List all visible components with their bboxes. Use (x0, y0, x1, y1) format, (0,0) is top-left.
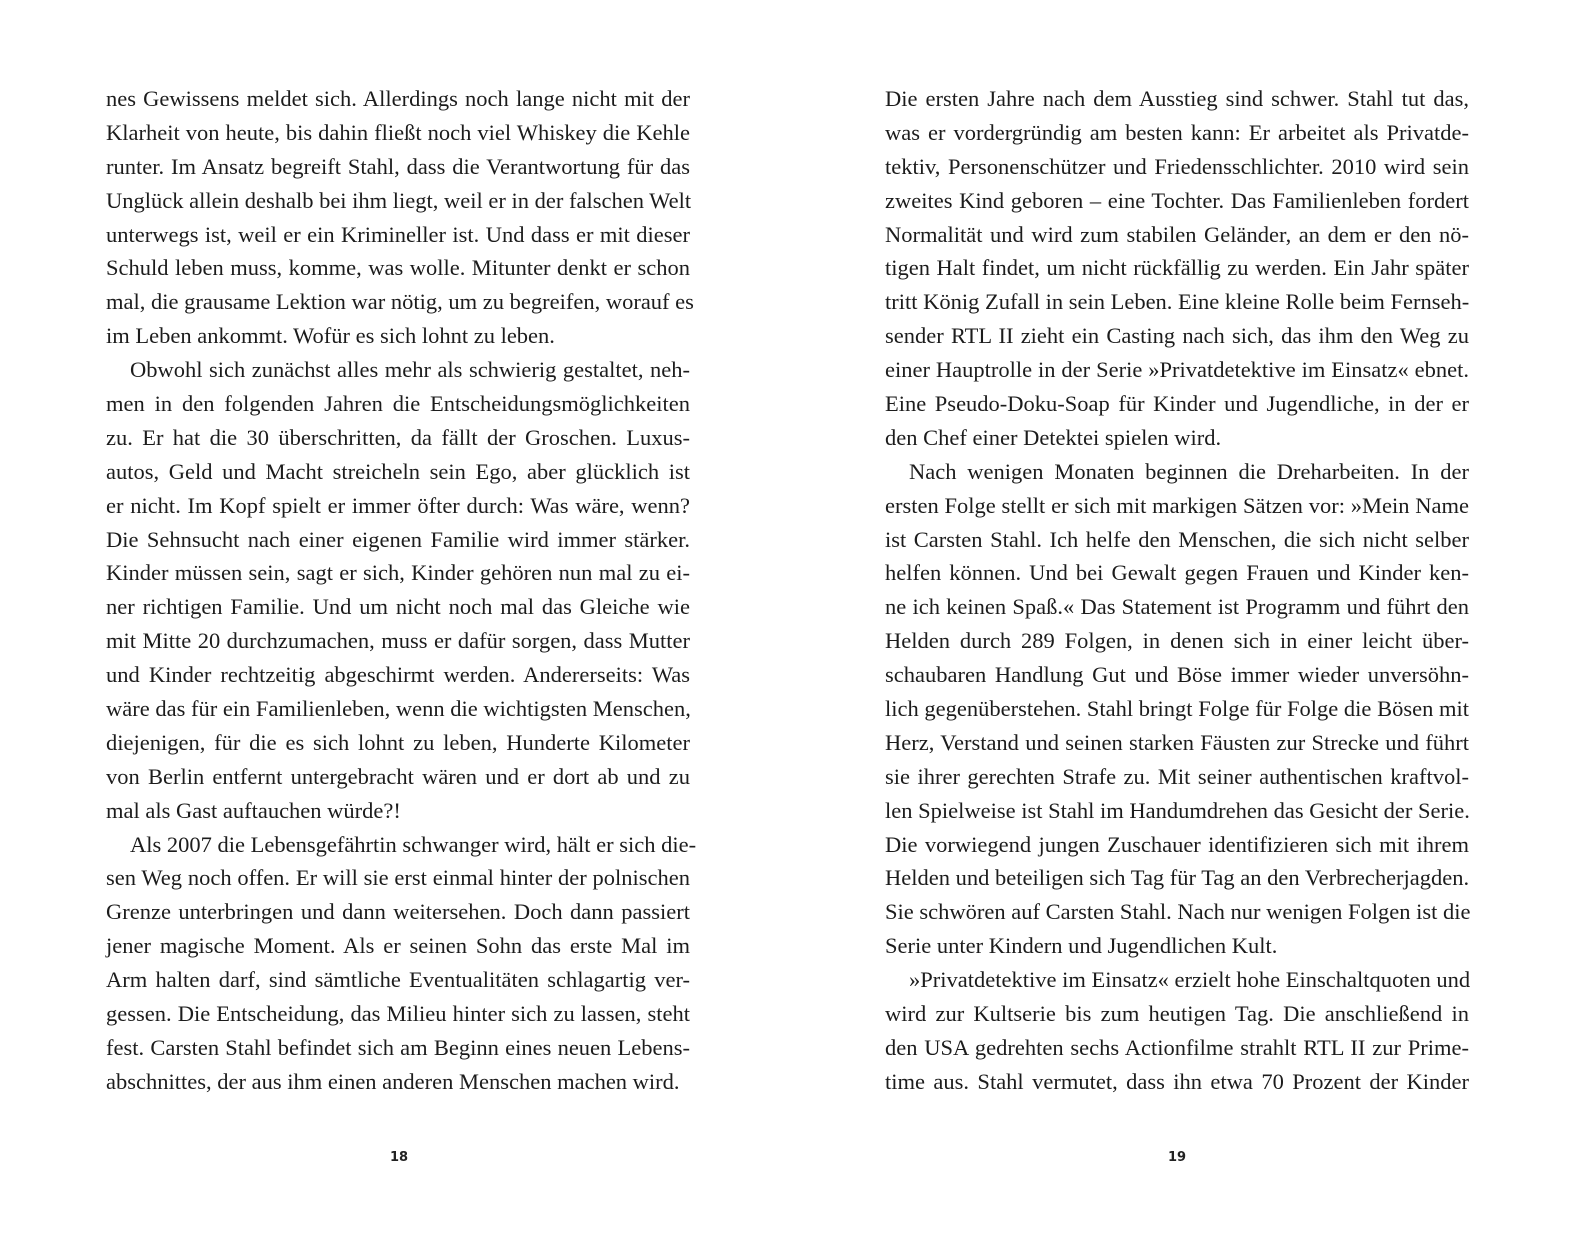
right-page-text (885, 82, 1469, 1099)
text-line: zweites Kind geboren – eine Tochter. Das Familienleben fordert (885, 187, 1469, 213)
text-line: Normalität und wird zum stabilen Geländer, an dem er den nö- (885, 221, 1469, 247)
text-line: Kinder müssen sein, sagt er sich, Kinder gehören nun mal zu ei- (106, 560, 690, 586)
text-line: Schuld leben muss, komme, was wolle. Mitunter denkt er schon (106, 255, 690, 281)
text-line: nes Gewissens meldet sich. Allerdings noch lange nicht mit der (106, 86, 690, 111)
paragraph (106, 82, 694, 353)
text-line: ersten Folge stellt er sich mit markigen Sätzen vor: »Mein Name (885, 492, 1469, 518)
text-line: sie ihrer gerechten Strafe zu. Mit seiner authentischen kraftvol- (885, 763, 1469, 789)
text-line: fest. Carsten Stahl befindet sich am Beginn eines neuen Lebens- (106, 1034, 690, 1060)
paragraph (106, 353, 690, 827)
text-line: mal, die grausame Lektion war nötig, um zu begreifen, worauf es (106, 289, 694, 315)
text-line: Eine Pseudo-Doku-Soap für Kinder und Jugendliche, in der er (885, 391, 1469, 417)
text-line: ne ich keinen Spaß.« Das Statement ist Programm und führt den (885, 594, 1469, 620)
text-line: men in den folgenden Jahren die Entscheidungsmöglichkeiten (106, 391, 690, 417)
text-line: len Spielweise ist Stahl im Handumdrehen das Gesicht der Serie. (885, 797, 1470, 823)
text-line: wird zur Kultserie bis zum heutigen Tag. Die anschließend in (885, 1001, 1469, 1027)
text-line: diejenigen, für die es sich lohnt zu leben, Hunderte Kilometer (106, 729, 690, 755)
text-line: Helden durch 289 Folgen, in denen sich in einer leicht über- (885, 628, 1469, 654)
paragraph (885, 963, 1469, 1099)
text-line: helfen können. Und bei Gewalt gegen Frauen und Kinder ken- (885, 560, 1469, 586)
text-line: gessen. Die Entscheidung, das Milieu hinter sich zu lassen, steht (106, 1001, 690, 1027)
text-line: Sie schwören auf Carsten Stahl. Nach nur wenigen Folgen ist die (885, 899, 1471, 925)
text-line: lich gegenüberstehen. Stahl bringt Folge für Folge die Bösen mit (885, 696, 1469, 722)
paragraph (885, 82, 1469, 455)
paragraph (106, 828, 697, 1099)
text-line: wäre das für ein Familienleben, wenn die wichtigsten Menschen, (106, 696, 691, 722)
text-line: sen Weg noch offen. Er will sie erst einmal hinter der polnischen (106, 865, 690, 891)
text-line: zu. Er hat die 30 überschritten, da fällt der Groschen. Luxus- (106, 424, 690, 450)
text-line: Die vorwiegend jungen Zuschauer identifizieren sich mit ihrem (885, 831, 1469, 857)
text-line: Nach wenigen Monaten beginnen die Dreharbeiten. In der (909, 458, 1469, 484)
text-line: ist Carsten Stahl. Ich helfe den Menschen, die sich nicht selber (885, 526, 1469, 552)
text-line: Unglück allein deshalb bei ihm liegt, weil er in der falschen Welt (106, 187, 692, 213)
text-line: einer Hauptrolle in der Serie »Privatdetektive im Einsatz« ebnet. (885, 357, 1469, 383)
text-line: mal als Gast auftauchen würde?! (106, 797, 401, 823)
text-line: er nicht. Im Kopf spielt er immer öfter durch: Was wäre, wenn? (106, 492, 690, 518)
text-line: tigen Halt findet, um nicht rückfällig zu werden. Ein Jahr später (885, 255, 1469, 281)
text-line: was er vordergründig am besten kann: Er arbeitet als Privatde- (885, 119, 1469, 145)
text-line: tritt König Zufall in sein Leben. Eine kleine Rolle beim Fernseh- (885, 289, 1470, 315)
text-line: »Privatdetektive im Einsatz« erzielt hohe Einschaltquoten und (909, 967, 1471, 993)
text-line: den Chef einer Detektei spielen wird. (885, 424, 1222, 450)
text-line: Die Sehnsucht nach einer eigenen Familie wird immer stärker. (106, 526, 690, 552)
text-line: tektiv, Personenschützer und Friedensschlichter. 2010 wird sein (885, 153, 1469, 179)
text-line: mit Mitte 20 durchzumachen, muss er dafür sorgen, dass Mutter (106, 628, 690, 654)
text-line: Klarheit von heute, bis dahin fließt noch viel Whiskey die Kehle (106, 119, 690, 145)
text-line: Grenze unterbringen und dann weitersehen. Doch dann passiert (106, 899, 690, 925)
text-line: Als 2007 die Lebensgefährtin schwanger wird, hält er sich die- (130, 831, 697, 857)
text-line: sender RTL II zieht ein Casting nach sich, das ihm den Weg zu (885, 323, 1469, 349)
text-line: Arm halten darf, sind sämtliche Eventualitäten schlagartig ver- (106, 967, 690, 993)
page-number-right: 19 (1167, 1150, 1187, 1165)
text-line: Helden und beteiligen sich Tag für Tag an den Verbrecherjagden. (885, 865, 1470, 891)
text-line: Obwohl sich zunächst alles mehr als schwierig gestaltet, neh- (130, 357, 690, 383)
text-line: abschnittes, der aus ihm einen anderen Menschen machen wird. (106, 1068, 680, 1094)
text-line: autos, Geld und Macht streicheln sein Ego, aber glücklich ist (106, 458, 690, 484)
text-line: unterwegs ist, weil er ein Krimineller ist. Und dass er mit dieser (106, 221, 690, 247)
text-line: runter. Im Ansatz begreift Stahl, dass die Verantwortung für das (106, 153, 690, 179)
text-line: den USA gedrehten sechs Actionfilme strahlt RTL II zur Prime- (885, 1034, 1469, 1060)
text-line: im Leben ankommt. Wofür es sich lohnt zu leben. (106, 323, 555, 349)
text-line: schaubaren Handlung Gut und Böse immer wieder unversöhn- (885, 662, 1469, 688)
page-number-left: 18 (389, 1150, 409, 1165)
text-line: jener magische Moment. Als er seinen Sohn das erste Mal im (106, 933, 690, 959)
text-line: time aus. Stahl vermutet, dass ihn etwa 70 Prozent der Kinder (885, 1068, 1469, 1094)
paragraph (885, 455, 1469, 963)
text-line: Herz, Verstand und seinen starken Fäusten zur Strecke und führt (885, 729, 1469, 755)
left-page-text (106, 82, 697, 1099)
right-page (797, 0, 1594, 1240)
text-line: Serie unter Kindern und Jugendlichen Kult. (885, 933, 1278, 959)
text-line: Die ersten Jahre nach dem Ausstieg sind schwer. Stahl tut das, (885, 86, 1469, 111)
text-line: ner richtigen Familie. Und um nicht noch mal das Gleiche wie (106, 594, 690, 620)
text-line: und Kinder rechtzeitig abgeschirmt werden. Andererseits: Was (106, 662, 690, 688)
text-line: von Berlin entfernt untergebracht wären und er dort ab und zu (106, 763, 690, 789)
